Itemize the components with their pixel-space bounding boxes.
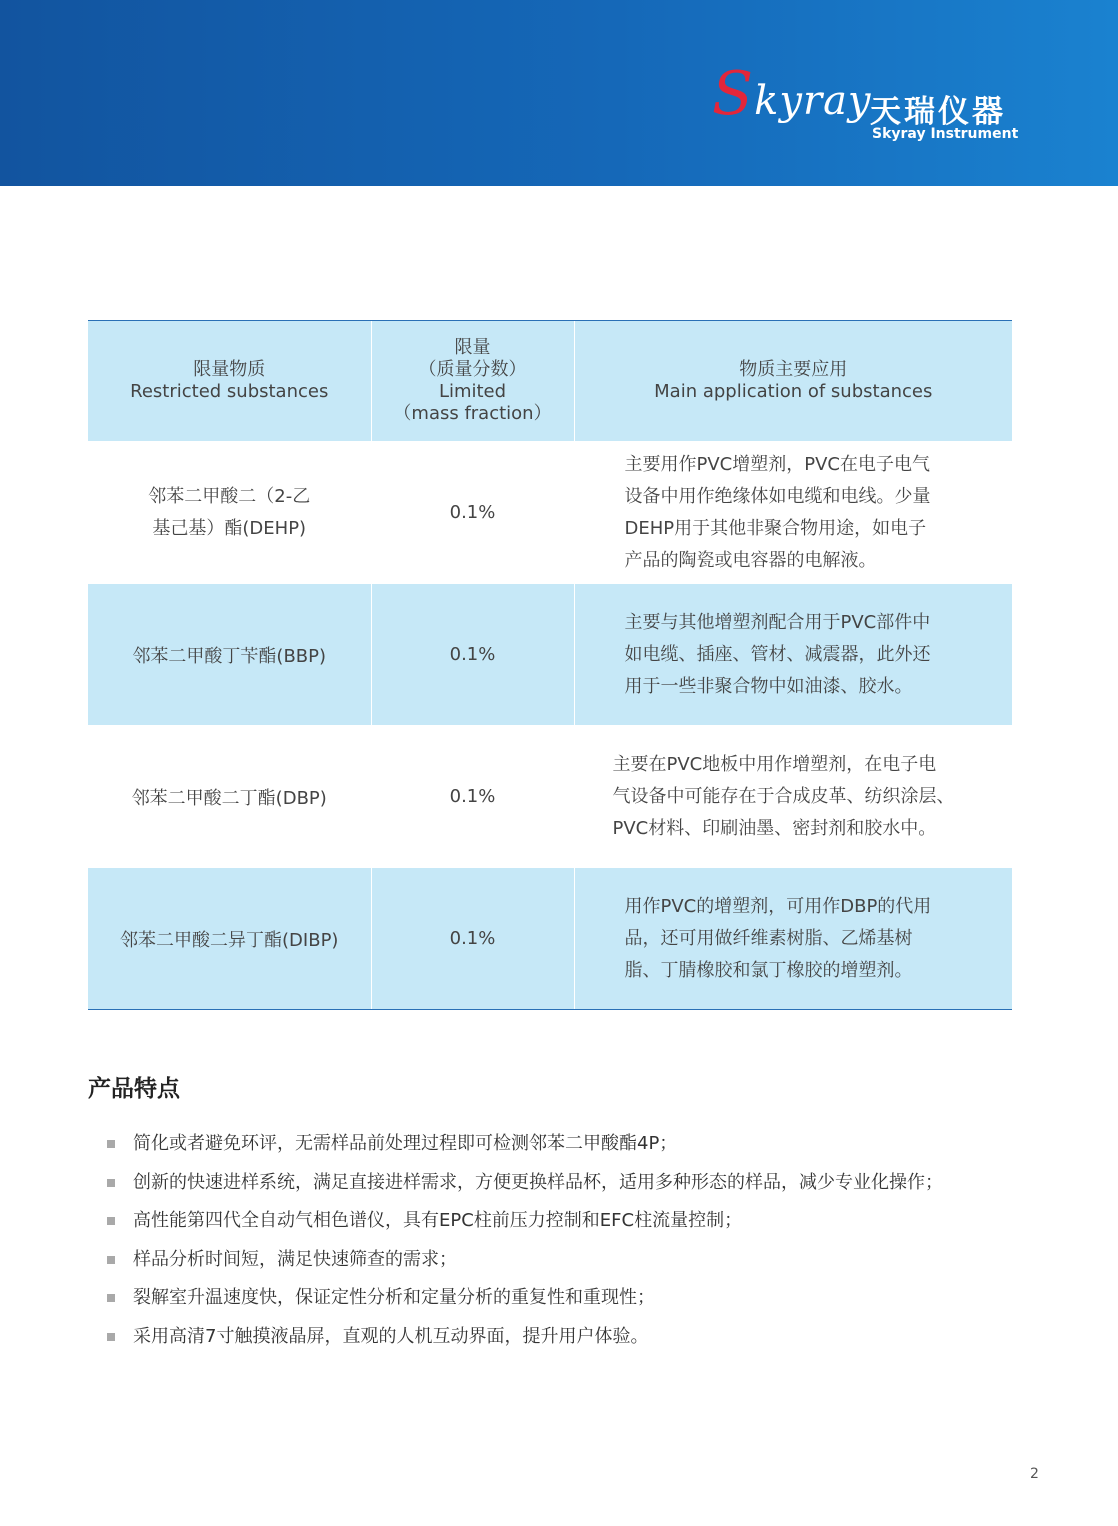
feature-text: 创新的快速进样系统，满足直接进样需求，方便更换样品杯，适用多种形态的样品，减少专业化操作； xyxy=(133,1171,943,1193)
feature-text: 样品分析时间短，满足快速筛查的需求； xyxy=(133,1248,457,1270)
header-text: （质量分数） xyxy=(418,359,527,380)
list-item xyxy=(107,1164,1057,1203)
list-item xyxy=(107,1241,1057,1280)
header-text: 物质主要应用 xyxy=(739,359,848,380)
table-row xyxy=(88,725,1012,868)
skyray-logo xyxy=(712,59,872,129)
substance-application xyxy=(574,725,1012,868)
substance-limit: 0.1% xyxy=(371,868,574,1009)
page-header xyxy=(0,0,1118,186)
text-line: 用作PVC的增塑剂，可用作DBP的代用 xyxy=(624,895,932,917)
header-restricted-substances xyxy=(88,321,371,441)
logo-initial: S xyxy=(712,59,755,129)
header-text: （mass fraction） xyxy=(393,403,552,424)
list-item xyxy=(107,1318,1057,1357)
text-line: 产品的陶瓷或电容器的电解液。 xyxy=(624,549,877,571)
header-main-application xyxy=(574,321,1012,441)
text-line: 主要与其他增塑剂配合用于PVC部件中 xyxy=(624,611,931,633)
substance-name xyxy=(88,441,371,584)
section-title-product-features: 产品特点 xyxy=(88,1076,180,1102)
application-text xyxy=(575,749,993,845)
square-bullet-icon xyxy=(107,1333,115,1341)
substance-name: 邻苯二甲酸二异丁酯(DIBP) xyxy=(88,868,371,1009)
square-bullet-icon xyxy=(107,1294,115,1302)
feature-list xyxy=(107,1125,1057,1356)
list-item xyxy=(107,1279,1057,1318)
substance-application xyxy=(574,584,1012,725)
text-line: 品，还可用做纤维素树脂、乙烯基树 xyxy=(624,927,913,949)
header-text: 限量物质 xyxy=(193,359,266,380)
brand-name-en: Skyray Instrument xyxy=(872,126,1019,142)
text-line: PVC材料、印刷油墨、密封剂和胶水中。 xyxy=(612,817,937,839)
table-header-row xyxy=(88,321,1012,441)
cell-text: 邻苯二甲酸二（2-乙 xyxy=(148,485,311,507)
text-line: 主要用作PVC增塑剂，PVC在电子电气 xyxy=(624,453,930,475)
table-row xyxy=(88,584,1012,725)
text-line: 气设备中可能存在于合成皮革、纺织涂层、 xyxy=(612,785,955,807)
substance-name: 邻苯二甲酸丁苄酯(BBP) xyxy=(88,584,371,725)
application-text xyxy=(575,449,975,577)
square-bullet-icon xyxy=(107,1179,115,1187)
feature-text: 裂解室升温速度快，保证定性分析和定量分析的重复性和重现性； xyxy=(133,1287,655,1308)
list-item xyxy=(107,1202,1057,1241)
feature-text: 简化或者避免环评，无需样品前处理过程即可检测邻苯二甲酸酯4P； xyxy=(133,1133,678,1154)
text-line: 如电缆、插座、管材、减震器，此外还 xyxy=(624,643,931,665)
square-bullet-icon xyxy=(107,1217,115,1225)
substance-name: 邻苯二甲酸二丁酯(DBP) xyxy=(88,725,371,868)
list-item xyxy=(107,1125,1057,1164)
text-line: 设备中用作绝缘体如电缆和电线。少量 xyxy=(624,485,931,507)
brand-name-cn: 天瑞仪器 xyxy=(870,94,1006,130)
substance-application xyxy=(574,441,1012,584)
application-text xyxy=(575,891,975,987)
text-line: DEHP用于其他非聚合物用途，如电子 xyxy=(624,517,927,539)
page-number: 2 xyxy=(1030,1466,1039,1482)
substance-limit: 0.1% xyxy=(371,441,574,584)
cell-text: 基己基）酯(DEHP) xyxy=(152,517,307,539)
text-line: 脂、丁腈橡胶和氯丁橡胶的增塑剂。 xyxy=(624,959,913,981)
substance-limit: 0.1% xyxy=(371,725,574,868)
substance-application xyxy=(574,868,1012,1009)
header-limit xyxy=(371,321,574,441)
substances-table xyxy=(88,320,1012,1010)
text-line: 主要在PVC地板中用作增塑剂，在电子电 xyxy=(612,753,937,775)
table-row xyxy=(88,441,1012,584)
header-text: Restricted substances xyxy=(130,381,329,402)
square-bullet-icon xyxy=(107,1140,115,1148)
text-line: 用于一些非聚合物中如油漆、胶水。 xyxy=(624,675,913,697)
feature-text: 采用高清7寸触摸液晶屏，直观的人机互动界面，提升用户体验。 xyxy=(133,1325,649,1347)
logo-rest: kyray xyxy=(754,78,872,124)
feature-text: 高性能第四代全自动气相色谱仪，具有EPC柱前压力控制和EFC柱流量控制； xyxy=(133,1210,743,1231)
table-row xyxy=(88,868,1012,1009)
substance-limit: 0.1% xyxy=(371,584,574,725)
header-text: 限量 xyxy=(454,337,491,358)
header-text: Main application of substances xyxy=(654,381,933,402)
square-bullet-icon xyxy=(107,1256,115,1264)
application-text xyxy=(575,607,975,703)
header-text: Limited xyxy=(438,381,507,402)
